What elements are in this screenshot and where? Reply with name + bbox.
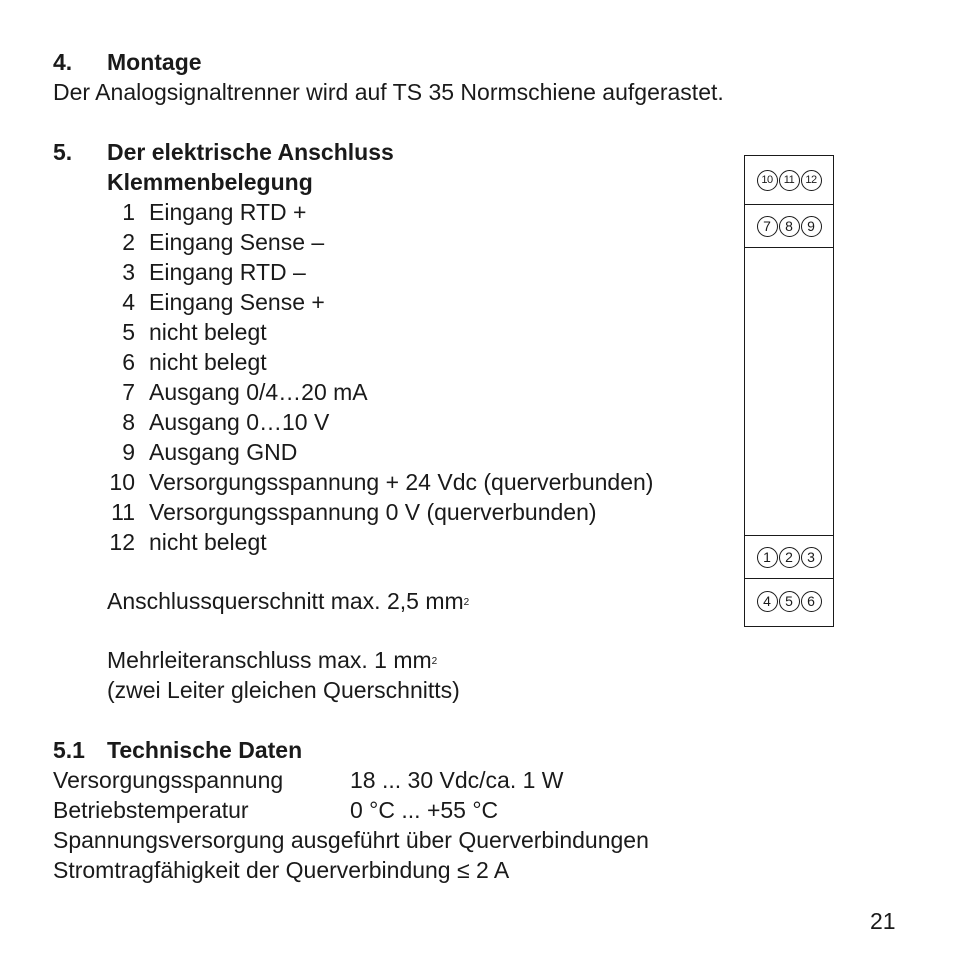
terminal-number: 7 bbox=[122, 379, 135, 405]
section-5-1-title: Technische Daten bbox=[107, 737, 303, 763]
terminal-number: 11 bbox=[111, 499, 135, 525]
terminal-description: Ausgang 0…10 V bbox=[149, 409, 330, 435]
terminal-circle-8: 8 bbox=[779, 216, 800, 237]
page-number: 21 bbox=[870, 908, 896, 934]
tech-value-temperature: 0 °C ... +55 °C bbox=[350, 797, 499, 823]
terminal-description: Eingang RTD – bbox=[149, 259, 306, 285]
terminal-description: Eingang RTD + bbox=[149, 199, 307, 225]
terminal-circle-7: 7 bbox=[757, 216, 778, 237]
terminal-description: Eingang Sense + bbox=[149, 289, 325, 315]
section-5-1-number: 5.1 bbox=[53, 737, 85, 763]
terminal-row-7-9 bbox=[745, 205, 833, 248]
terminal-row-10-12 bbox=[745, 156, 833, 205]
terminal-description: nicht belegt bbox=[149, 529, 267, 555]
terminal-number: 10 bbox=[109, 469, 135, 495]
terminal-description: Versorgungsspannung 0 V (querverbunden) bbox=[149, 499, 597, 525]
terminal-assignment-heading: Klemmenbelegung bbox=[107, 169, 313, 195]
terminal-number: 9 bbox=[122, 439, 135, 465]
terminal-block-diagram bbox=[744, 155, 834, 627]
terminal-row-4-6 bbox=[745, 578, 833, 624]
terminal-number: 2 bbox=[122, 229, 135, 255]
terminal-circle-3: 3 bbox=[801, 547, 822, 568]
terminal-number: 12 bbox=[109, 529, 135, 555]
terminal-number: 5 bbox=[122, 319, 135, 345]
cross-section-text: Anschlussquerschnitt max. 2,5 $mm^2$ bbox=[107, 588, 470, 614]
multi-conductor-note: (zwei Leiter gleichen Querschnitts) bbox=[107, 677, 460, 703]
terminal-circle-12: 12 bbox=[801, 170, 822, 191]
terminal-circle-10: 10 bbox=[757, 170, 778, 191]
section-5-number: 5. bbox=[53, 139, 73, 165]
terminal-description: Versorgungsspannung + 24 Vdc (querverbunden) bbox=[149, 469, 654, 495]
terminal-description: Eingang Sense – bbox=[149, 229, 325, 255]
terminal-circle-4: 4 bbox=[757, 591, 778, 612]
terminal-number: 8 bbox=[122, 409, 135, 435]
terminal-circle-5: 5 bbox=[779, 591, 800, 612]
section-5-title: Der elektrische Anschluss bbox=[107, 139, 394, 165]
tech-line-power-supply: Spannungsversorgung ausgeführt über Querverbindungen bbox=[53, 827, 649, 853]
tech-value-supply: 18 ... 30 Vdc/ca. 1 W bbox=[350, 767, 564, 793]
tech-line-current-capacity: Stromtragfähigkeit der Querverbindung ≤ 2 A bbox=[53, 857, 510, 883]
terminal-circle-1: 1 bbox=[757, 547, 778, 568]
section-4-text: Der Analogsignaltrenner wird auf TS 35 Normschiene aufgerastet. bbox=[53, 79, 724, 105]
terminal-description: nicht belegt bbox=[149, 349, 267, 375]
terminal-number: 6 bbox=[122, 349, 135, 375]
section-4-number: 4. bbox=[53, 49, 73, 75]
terminal-circle-9: 9 bbox=[801, 216, 822, 237]
tech-label-temperature: Betriebstemperatur bbox=[53, 797, 249, 823]
tech-label-supply: Versorgungsspannung bbox=[53, 767, 284, 793]
terminal-row-1-3 bbox=[745, 535, 833, 579]
terminal-number: 4 bbox=[122, 289, 135, 315]
terminal-circle-6: 6 bbox=[801, 591, 822, 612]
terminal-number: 3 bbox=[122, 259, 135, 285]
terminal-circle-11: 11 bbox=[779, 170, 800, 191]
section-4-title: Montage bbox=[107, 49, 202, 75]
terminal-description: Ausgang GND bbox=[149, 439, 298, 465]
terminal-circle-2: 2 bbox=[779, 547, 800, 568]
multi-conductor-text: Mehrleiteranschluss max. 1 $mm^2$ bbox=[107, 647, 438, 673]
terminal-number: 1 bbox=[122, 199, 135, 225]
terminal-description: Ausgang 0/4…20 mA bbox=[149, 379, 368, 405]
terminal-description: nicht belegt bbox=[149, 319, 267, 345]
